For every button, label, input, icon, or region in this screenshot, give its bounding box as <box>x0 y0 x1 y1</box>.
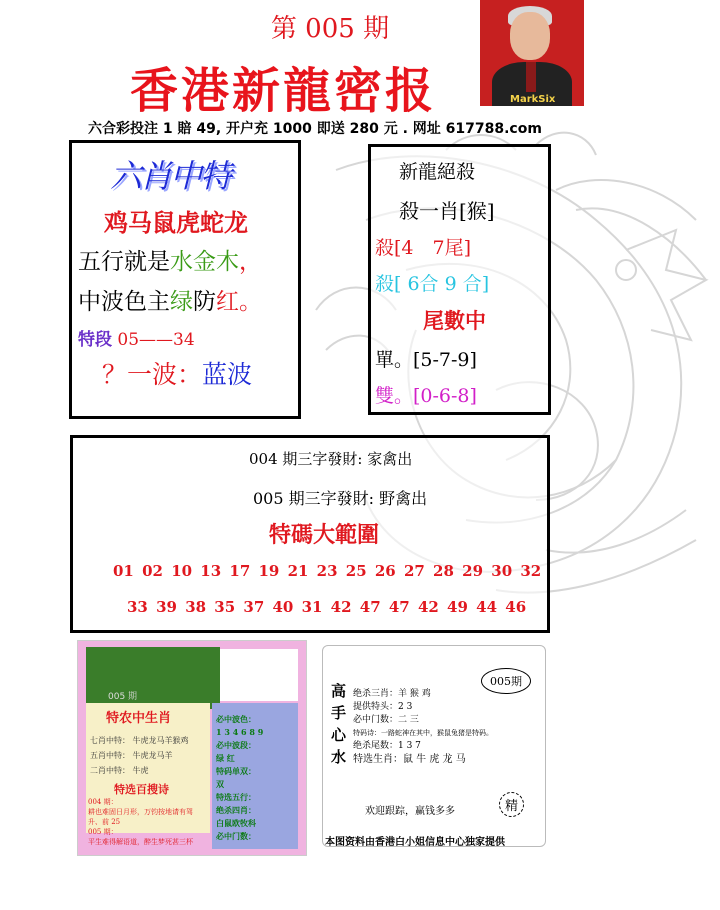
wuxing-line <box>78 243 262 276</box>
ad2-footer: 欢迎跟踪，赢钱多多 <box>365 806 455 817</box>
page-title: 香港新龍密报 <box>130 63 437 119</box>
current-issue-line: 005 期三字發財: 野禽出 <box>253 489 428 508</box>
art-title: 六肖中特 <box>110 157 231 195</box>
ad1-poem-heading: 特选百搜诗 <box>114 783 169 796</box>
wave-line <box>102 355 252 391</box>
ad2-vertical-title <box>331 680 346 768</box>
ad1-white-block <box>220 649 298 701</box>
odd-tails: 單。[5-7-9] <box>375 349 477 371</box>
ad1-line: 七肖中特： 牛虎龙马羊猴鸡 <box>90 736 189 745</box>
ad1-line: 二肖中特： 牛虎 <box>90 766 149 775</box>
new-dragon-kill-box <box>368 144 551 415</box>
range-label: 特段 <box>78 330 112 350</box>
kill-tail: 殺[4 7尾] <box>375 237 472 259</box>
ad2-vertical-char: 高 <box>331 682 347 700</box>
ad2-line: 特选生肖：鼠 牛 虎 龙 马 <box>353 754 466 765</box>
ad1-side-line: 1 3 4 6 8 9 <box>216 727 264 737</box>
ad1-side-line: 绿 红 <box>216 753 235 763</box>
ad2-vertical-char: 水 <box>331 748 347 766</box>
kill-title: 新龍絕殺 <box>399 161 476 183</box>
wuxing-value: 水金木 <box>170 249 239 275</box>
number-row-1: 01 02 10 13 17 19 21 23 25 26 27 28 29 30 32 <box>113 562 542 580</box>
promo-line: 六合彩投注 1 賠 49, 开户充 1000 即送 280 元 . 网址 617788.com <box>88 121 542 137</box>
expert-tips-panel <box>322 645 546 847</box>
color-main: 绿 <box>170 289 193 315</box>
ad1-poem-line: 004 期： <box>88 798 118 806</box>
ad1-side-lines <box>216 713 263 843</box>
ad1-side-line: 特选五行： <box>216 792 256 802</box>
ad1-poem-line: 005 期： <box>88 828 118 836</box>
issue-number: 第 005 期 <box>270 14 390 44</box>
ad1-poem-line: 耕也难固日月形，万钧按地请有驾 <box>88 808 193 816</box>
ad2-line: 必中门数：二 三 <box>353 715 419 725</box>
zodiac-ad-panel <box>77 640 307 856</box>
ad1-issue-tag: 005 期 <box>108 692 138 702</box>
kill-sum: 殺[ 6合 9 合] <box>375 273 490 295</box>
ad1-header-block <box>86 647 220 709</box>
ad1-side-line: 必中波色： <box>216 714 256 724</box>
zodiac-list: 鸡马鼠虎蛇龙 <box>104 208 248 237</box>
number-row-2: 33 39 38 35 37 40 31 42 47 47 42 49 44 46 <box>127 598 527 616</box>
ad2-credit: 本图资料由香港白小姐信息中心独家提供 <box>325 837 505 848</box>
ad2-badge: 005期 <box>481 668 531 694</box>
ad2-line: 绝杀三肖：羊 猴 鸡 <box>353 689 431 699</box>
ad1-side-line: 必中波段： <box>216 740 256 750</box>
wave-value: 蓝波 <box>202 360 253 389</box>
ad1-lines <box>90 733 189 778</box>
ad1-side-line: 特码单双： <box>216 766 256 776</box>
ad2-stamp: 精 <box>499 792 524 817</box>
ad2-vertical-char: 心 <box>331 726 347 744</box>
color-alt: 红 <box>216 289 239 315</box>
range-line <box>78 325 195 350</box>
wave-color-line <box>78 283 262 316</box>
color-prefix: 中波色主 <box>78 289 170 315</box>
even-tails: 雙。[0-6-8] <box>375 385 477 407</box>
color-suffix: 。 <box>239 289 262 315</box>
kill-zodiac: 殺一肖[猴] <box>399 199 495 223</box>
tail-title: 尾數中 <box>423 308 486 333</box>
special-range-box <box>70 435 550 633</box>
wuxing-suffix: ， <box>239 249 262 275</box>
ad1-poem-line: 平生难得解语道，醉生梦死甚三杯 <box>88 838 193 846</box>
ad2-lines <box>353 688 493 766</box>
ad1-poem-line: 升、前 25 <box>88 818 121 826</box>
range-title: 特碼大範圍 <box>269 522 380 548</box>
color-mid: 防 <box>193 289 216 315</box>
ad1-line: 五肖中特： 牛虎龙马羊 <box>90 751 173 760</box>
ad1-side-line: 绝杀四肖： <box>216 805 256 815</box>
ad1-side-line: 必中门数： <box>216 831 256 841</box>
wave-prefix: ？一波： <box>102 360 203 389</box>
portrait-photo <box>480 0 584 106</box>
range-value: 05——34 <box>117 330 195 350</box>
ad2-vertical-char: 手 <box>331 704 347 722</box>
ad2-line: 特码诗：一路蛇神在其中，猴鼠兔猪是特码。 <box>353 729 493 737</box>
ad1-poem <box>88 797 193 847</box>
ad1-side-line: 双 <box>216 779 224 789</box>
ad2-line: 提供特头：2 3 <box>353 702 413 712</box>
prev-issue-line: 004 期三字發財: 家禽出 <box>249 450 413 468</box>
ad2-line: 绝杀尾数：1 3 7 <box>353 741 421 751</box>
six-zodiac-box <box>69 140 301 419</box>
wuxing-prefix: 五行就是 <box>78 249 170 275</box>
ad1-side-line: 白鼠欧牧科 <box>216 818 256 828</box>
photo-watermark: MarkSix <box>510 94 556 105</box>
ad1-heading: 特农中生肖 <box>106 711 172 726</box>
